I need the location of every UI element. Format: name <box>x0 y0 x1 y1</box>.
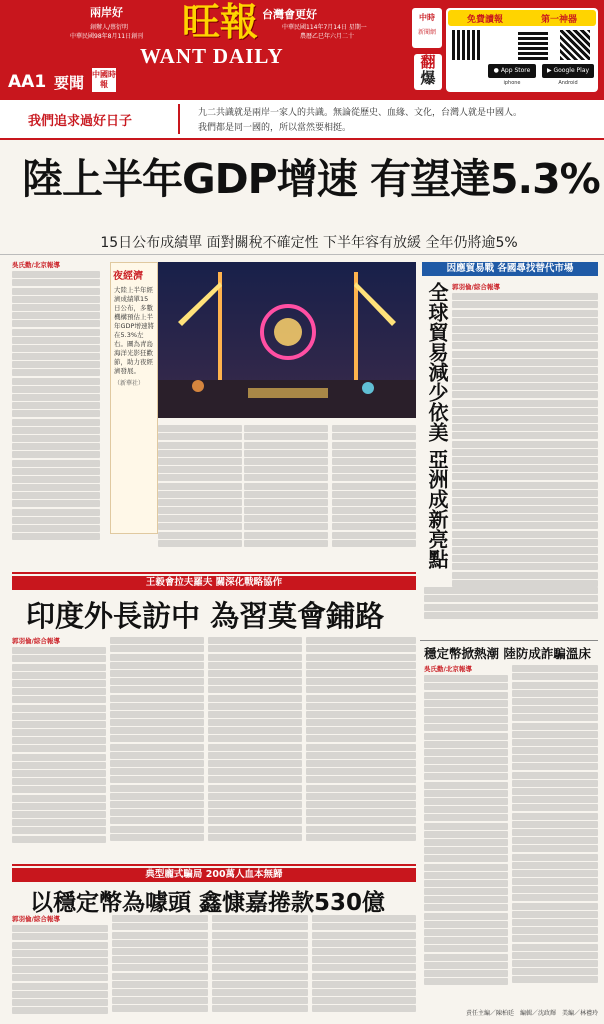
promo-char-1: 翻 <box>420 53 436 71</box>
photo-caption-box <box>110 262 158 534</box>
photo-tag: 夜經濟 <box>113 271 143 282</box>
rule <box>0 254 604 255</box>
newspaper-icon <box>414 54 442 90</box>
fraud-kicker: 典型龐式騙局 200萬人血本無歸 <box>12 868 416 882</box>
trade-vertical-headline: 全球貿易減少依美 亞洲成新亮點 <box>425 282 449 569</box>
wang-column-4 <box>306 636 416 860</box>
brand-english: WANT DAILY <box>140 44 284 68</box>
lead-column-1 <box>12 270 100 562</box>
fraud-column-3 <box>212 914 308 1020</box>
google-play-sub: Android <box>558 80 578 86</box>
night-park-illustration <box>158 262 416 418</box>
app-store-sub: iphone <box>503 80 521 86</box>
trade-byline: 郭羽倫/綜合報導 <box>452 283 500 291</box>
trade-kicker: 因應貿易戰 各國尋找替代市場 <box>422 262 598 276</box>
google-play-label: Google Play <box>553 67 590 74</box>
promo-title: 免費讀報 <box>466 14 503 25</box>
china-times-logo: 中國時報 <box>92 68 116 92</box>
fraud-byline: 郭羽倫/綜合報導 <box>12 915 60 923</box>
founder: 創辦人/蔡衍明 <box>90 24 129 31</box>
lead-column-4 <box>332 424 416 562</box>
photo-caption: 大陸上半年經濟成績單15日公布，多數機構預估上半年GDP增速將在5.3%左右。圖為青島海洋光影狂歡節，助力夜經濟發展。 <box>114 286 154 375</box>
wang-column-3 <box>208 636 302 860</box>
rule <box>12 572 416 574</box>
photo-credit: （新華社） <box>114 380 145 387</box>
wang-column-2 <box>110 636 204 860</box>
wang-byline: 郭羽倫/綜合報導 <box>12 637 60 645</box>
footer-credits: 責任主編／陳柏廷 編輯／沈政輝 美編／林禮玲 <box>465 1010 598 1017</box>
fraud-headline: 以穩定幣為噱頭 鑫慷嘉捲款530億 <box>30 890 386 916</box>
app-store-badge[interactable] <box>488 64 536 78</box>
statement-2: 我們都是同一國的，所以當然要相挺。 <box>198 123 352 133</box>
section-name: 要聞 <box>54 74 85 92</box>
fraud-column-1 <box>12 924 108 1020</box>
stable-column-2 <box>512 664 598 1004</box>
promo-banner <box>448 10 596 26</box>
promo-brand-2: 新聞網 <box>417 29 436 36</box>
motto: 我們追求過好日子 <box>28 114 133 129</box>
lead-column-3 <box>244 424 328 562</box>
qr-code-icon[interactable] <box>518 30 548 60</box>
date-line-2: 農曆乙巳年六月二十 <box>300 33 355 40</box>
lead-headline: 陸上半年GDP增速 有望達5.3% <box>22 155 600 203</box>
statement-1: 九二共識就是兩岸一家人的共識。無論從歷史、血緣、文化，台灣人就是中國人。 <box>198 108 523 118</box>
wang-headline: 印度外長訪中 為習莫會鋪路 <box>26 599 385 633</box>
qr-code-icon[interactable] <box>452 30 482 60</box>
divider <box>178 104 180 134</box>
stable-column-1 <box>424 674 508 1004</box>
left-slogan: 兩岸好 <box>90 6 123 19</box>
rule <box>420 640 598 641</box>
google-play-icon: ▶ <box>546 67 552 74</box>
date-line-1: 中華民國114年7月14日 星期一 <box>282 24 367 31</box>
stable-headline: 穩定幣掀熱潮 陸防成詐騙溫床 <box>424 646 591 661</box>
section-code: AA1 <box>8 72 47 92</box>
app-store-label: App Store <box>500 67 531 74</box>
apple-icon: ● <box>493 67 499 74</box>
license: 中華民國98年8月11日創刊 <box>70 33 144 40</box>
right-slogan: 台灣會更好 <box>262 8 317 21</box>
promo-char-2: 爆 <box>420 69 436 87</box>
fraud-column-4 <box>312 914 416 1020</box>
lead-photo <box>158 262 416 418</box>
lead-column-2 <box>158 424 242 562</box>
lead-subhead: 15日公布成績單 面對關稅不確定性 下半年容有放緩 全年仍將逾5% <box>100 235 518 251</box>
promo-brand-box <box>412 8 442 48</box>
google-play-badge[interactable] <box>542 64 594 78</box>
promo-sub: 第一神器 <box>540 14 577 25</box>
promo-brand-1: 中時 <box>419 13 435 22</box>
stable-byline: 吳氏勤/北京報導 <box>424 665 472 673</box>
brand-chinese: 旺報 <box>181 0 258 44</box>
masthead <box>0 0 604 100</box>
rule <box>12 864 416 866</box>
wang-kicker: 王毅會拉夫羅夫 關深化戰略協作 <box>12 576 416 590</box>
trade-column-top <box>452 292 598 604</box>
wang-column-1 <box>12 646 106 860</box>
trade-column-bottom <box>424 586 598 626</box>
lead-byline: 吳氏勤/北京報導 <box>12 261 60 269</box>
qr-code-icon[interactable] <box>560 30 590 60</box>
cross-strip <box>0 100 604 140</box>
fraud-column-2 <box>112 914 208 1020</box>
